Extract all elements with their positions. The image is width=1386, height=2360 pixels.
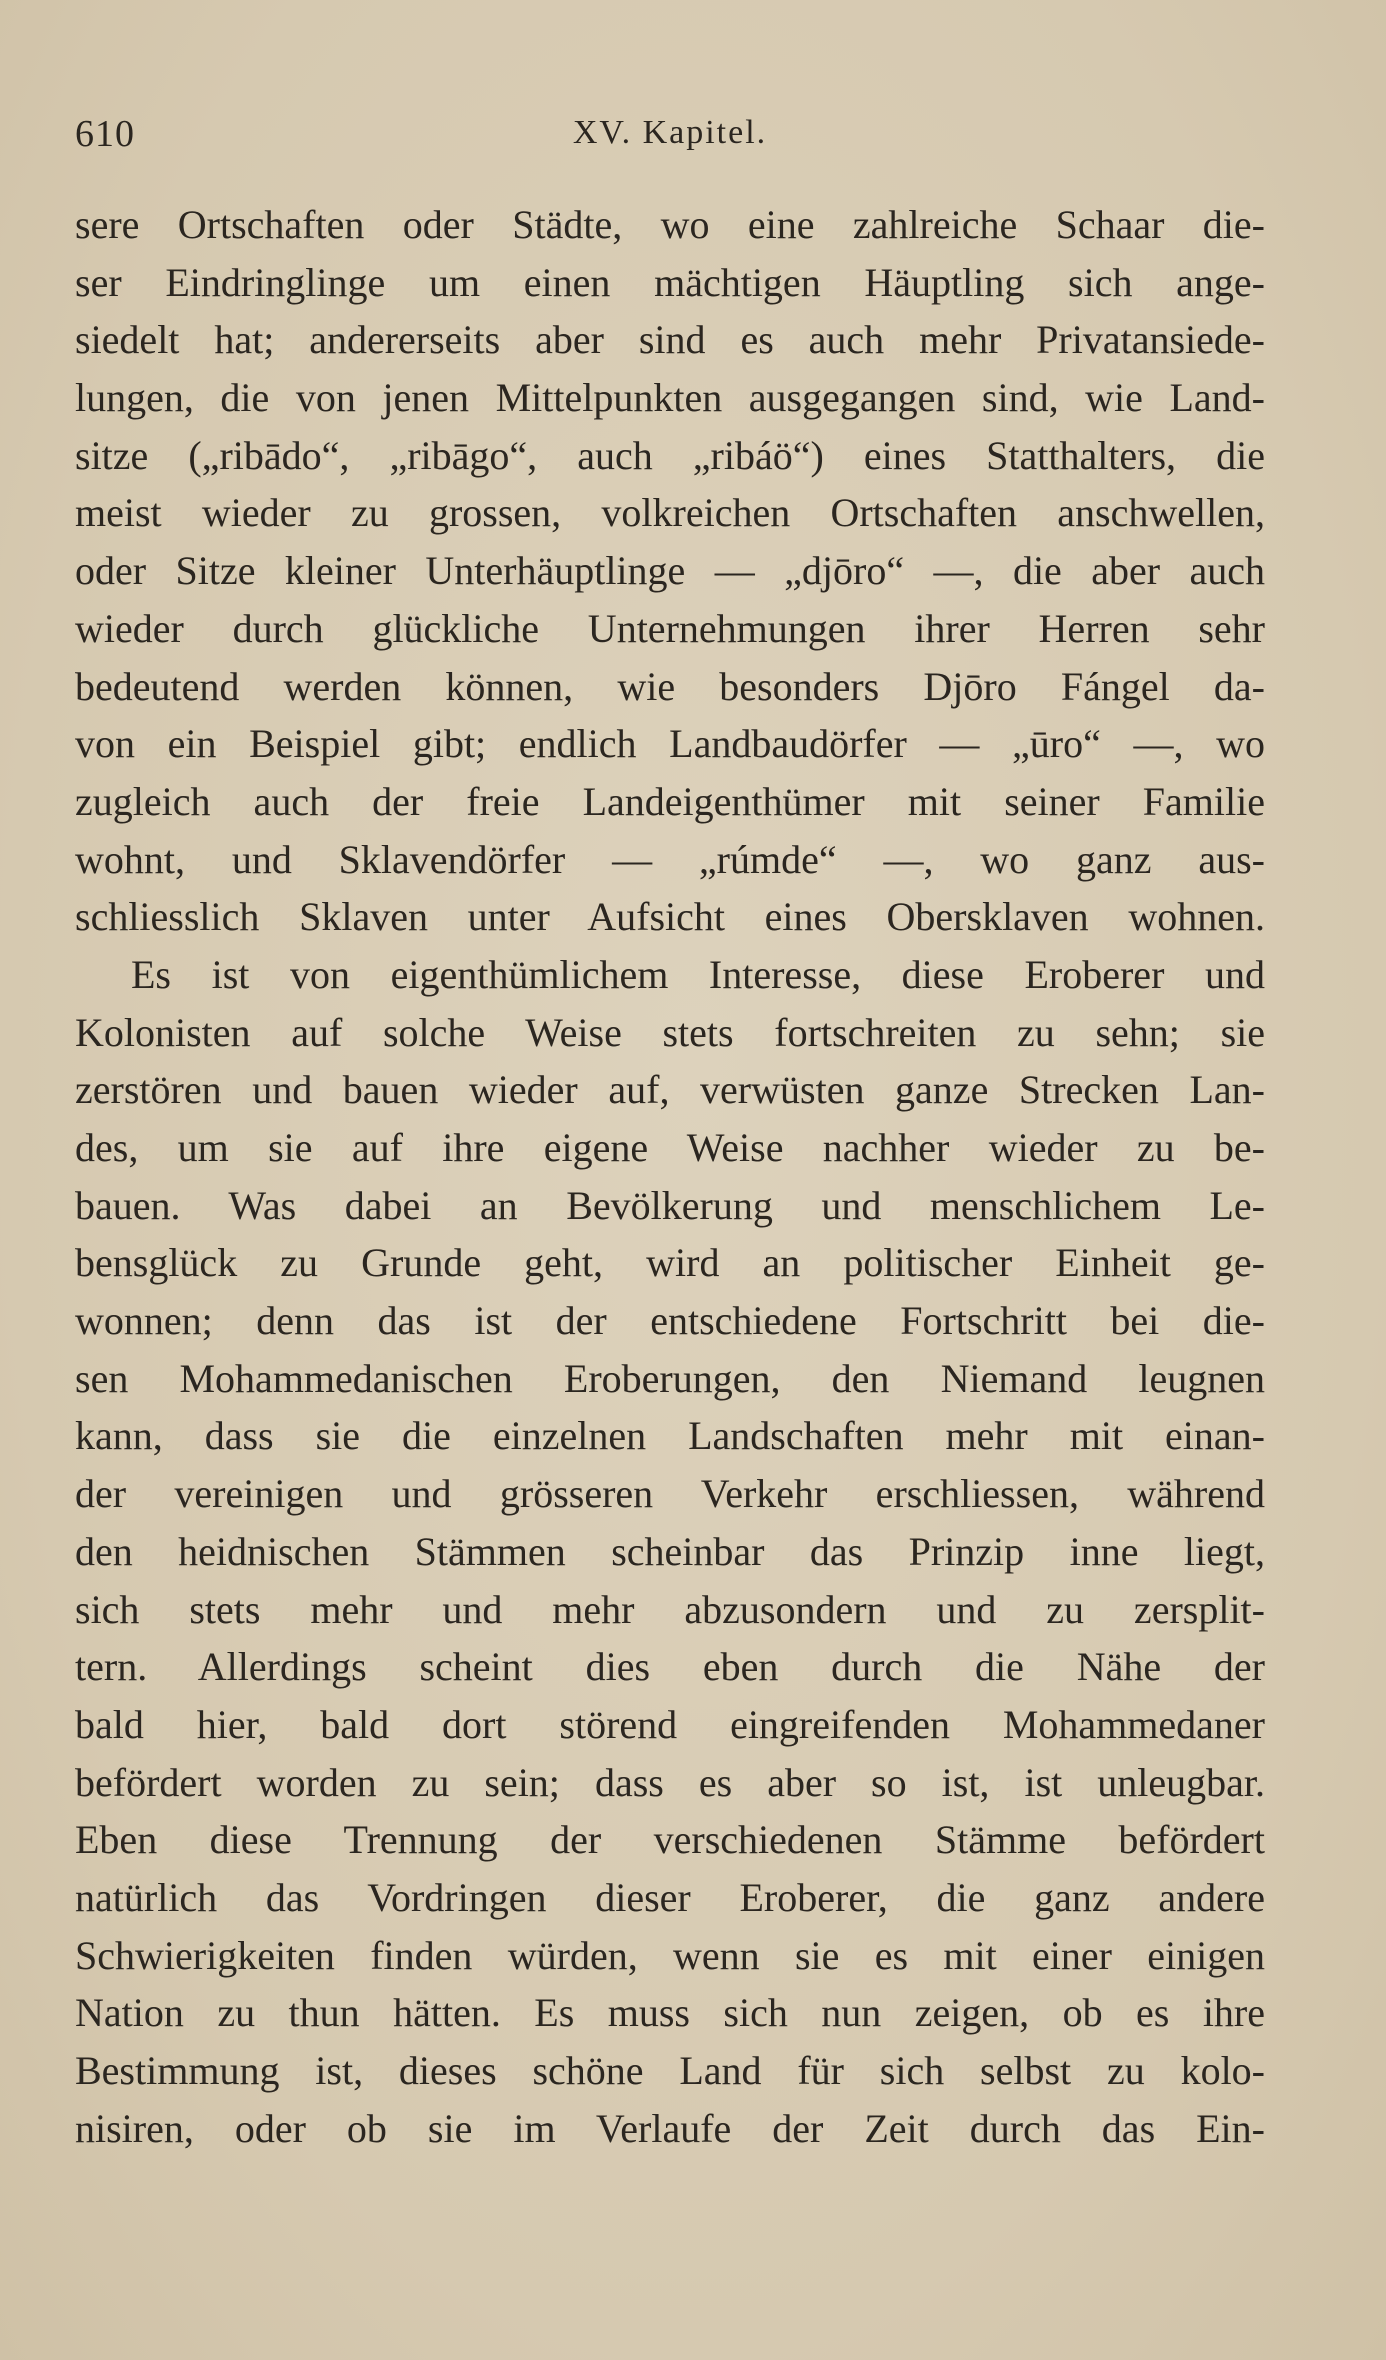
text-line: Schwierigkeiten finden würden, wenn sie es mit einer einigen	[75, 1932, 1265, 1978]
text-line: siedelt hat; andererseits aber sind es auch mehr Privatansiede-	[75, 317, 1265, 363]
text-line: von ein Beispiel gibt; endlich Landbaudörfer — „ūro“ —, wo	[75, 721, 1265, 767]
text-line: des, um sie auf ihre eigene Weise nachher wieder zu be-	[75, 1125, 1265, 1170]
text-line: wohnt, und Sklavendörfer — „rúmde“ —, wo ganz aus-	[75, 836, 1265, 882]
text-line: bauen. Was dabei an Bevölkerung und menschlichem Le-	[75, 1182, 1265, 1228]
text-line: kann, dass sie die einzelnen Landschaften mehr mit einan-	[75, 1413, 1265, 1459]
text-line-paragraph-start: Es ist von eigenthümlichem Interesse, diese Eroberer und	[131, 951, 1265, 997]
text-line: sere Ortschaften oder Städte, wo eine zahlreiche Schaar die-	[75, 202, 1265, 247]
text-line: den heidnischen Stämmen scheinbar das Prinzip inne liegt,	[75, 1528, 1265, 1574]
text-line: bedeutend werden können, wie besonders Djōro Fángel da-	[75, 663, 1265, 709]
text-line: schliesslich Sklaven unter Aufsicht eines Obersklaven wohnen.	[75, 894, 1265, 940]
text-line: zugleich auch der freie Landeigenthümer mit seiner Familie	[75, 778, 1265, 824]
text-line: bald hier, bald dort störend eingreifenden Mohammedaner	[75, 1701, 1265, 1747]
text-line: sich stets mehr und mehr abzusondern und zu zersplit-	[75, 1586, 1265, 1632]
text-line: der vereinigen und grösseren Verkehr erschliessen, während	[75, 1471, 1265, 1517]
text-line: tern. Allerdings scheint dies eben durch die Nähe der	[75, 1644, 1265, 1690]
page-header	[75, 112, 1265, 164]
page-number: 610	[75, 113, 135, 155]
running-head: XV. Kapitel.	[572, 114, 768, 151]
text-line: Kolonisten auf solche Weise stets fortschreiten zu sehn; sie	[75, 1009, 1265, 1055]
text-line: sen Mohammedanischen Eroberungen, den Niemand leugnen	[75, 1355, 1265, 1401]
text-line: oder Sitze kleiner Unterhäuptlinge — „djōro“ —, die aber auch	[75, 548, 1265, 594]
body-text	[75, 196, 1265, 2157]
text-line: Nation zu thun hätten. Es muss sich nun zeigen, ob es ihre	[75, 1990, 1265, 2036]
text-line: wieder durch glückliche Unternehmungen ihrer Herren sehr	[75, 605, 1265, 651]
text-line: nisiren, oder ob sie im Verlaufe der Zeit durch das Ein-	[75, 2105, 1265, 2151]
text-line: meist wieder zu grossen, volkreichen Ortschaften anschwellen,	[75, 490, 1265, 536]
text-line: wonnen; denn das ist der entschiedene Fortschritt bei die-	[75, 1298, 1265, 1344]
text-line: natürlich das Vordringen dieser Eroberer, die ganz andere	[75, 1874, 1265, 1920]
text-line: zerstören und bauen wieder auf, verwüsten ganze Strecken Lan-	[75, 1067, 1265, 1113]
text-line: Eben diese Trennung der verschiedenen Stämme befördert	[75, 1817, 1265, 1863]
text-line: bensglück zu Grunde geht, wird an politischer Einheit ge-	[75, 1240, 1265, 1286]
text-line: befördert worden zu sein; dass es aber so ist, ist unleugbar.	[75, 1759, 1265, 1805]
text-line: ser Eindringlinge um einen mächtigen Häuptling sich ange-	[75, 259, 1265, 305]
text-line: lungen, die von jenen Mittelpunkten ausgegangen sind, wie Land-	[75, 375, 1265, 421]
text-line: sitze („ribādo“, „ribāgo“, auch „ribáö“) eines Statthalters, die	[75, 432, 1265, 478]
text-line: Bestimmung ist, dieses schöne Land für sich selbst zu kolo-	[75, 2048, 1265, 2093]
